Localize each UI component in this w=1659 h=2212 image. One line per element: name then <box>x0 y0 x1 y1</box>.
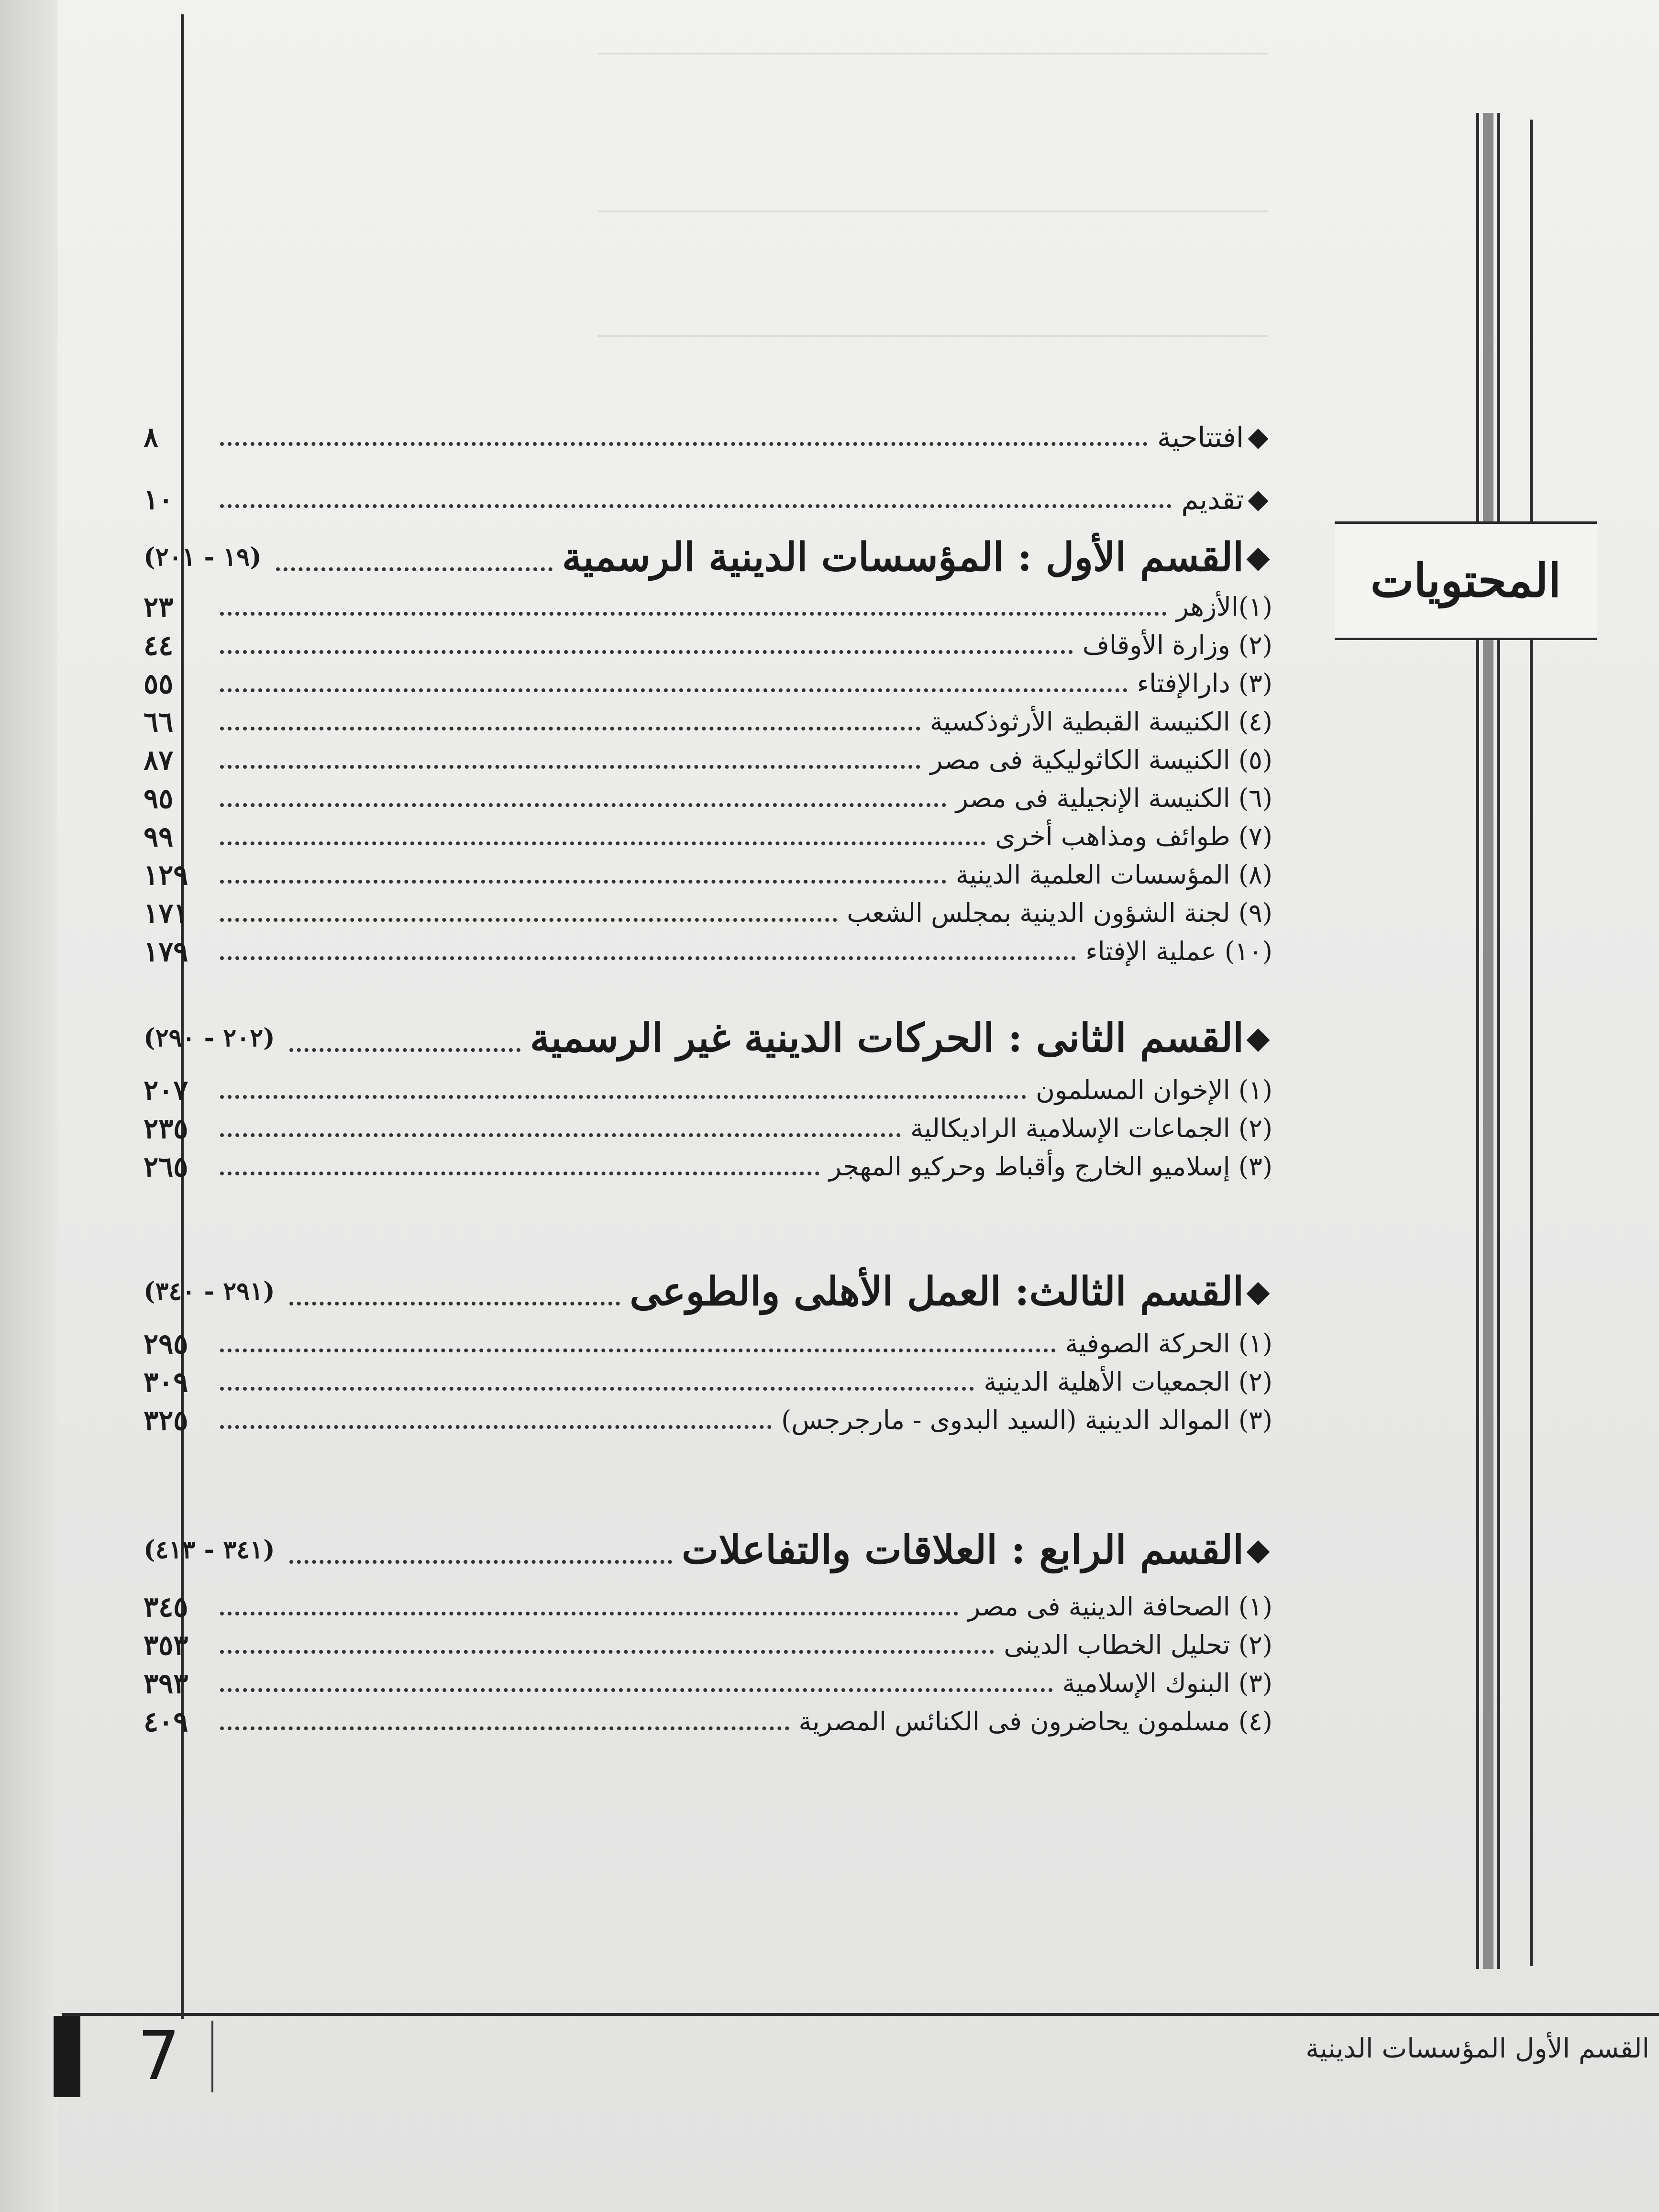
toc-entry-label: (١)الأزهر <box>1176 592 1272 622</box>
toc-item-row <box>144 1146 1277 1188</box>
toc-item-row <box>144 816 1277 858</box>
toc-entry-label: (٢) الجماعات الإسلامية الراديكالية <box>910 1113 1272 1143</box>
toc-entry-label: (٥) الكنيسة الكاثوليكية فى مصر <box>930 745 1272 775</box>
toc-entry-label: (٤) مسلمون يحاضرون فى الكنائس المصرية <box>798 1706 1272 1736</box>
toc-section-page-range: (٢٠٢ - ٢٩٠) <box>144 1023 275 1052</box>
dot-leader <box>220 1726 789 1730</box>
toc-entry-page: ٣٤٥ <box>144 1591 188 1623</box>
toc-item-row <box>144 739 1277 781</box>
toc-entry-label: (٧) طوائف ومذاهب أخرى <box>995 821 1272 852</box>
toc-entry-label: (٣) الموالد الدينية (السيد البدوى - مارجرجس) <box>781 1405 1272 1435</box>
toc-item-row <box>144 1069 1277 1111</box>
dot-leader <box>220 1425 772 1429</box>
toc-entry-page: ١٠ <box>144 483 174 516</box>
toc-item-row <box>144 854 1277 896</box>
dot-leader <box>220 918 837 922</box>
running-head: القسم الأول المؤسسات الدينية <box>1305 2033 1649 2064</box>
toc-entry-label: (٣) إسلاميو الخارج وأقباط وحركيو المهجر <box>829 1151 1272 1182</box>
dot-leader <box>220 1387 974 1391</box>
toc-entry-page: ٣٠٩ <box>144 1366 188 1398</box>
dot-leader <box>276 567 553 571</box>
toc-entry-page: ٤٤ <box>144 629 174 662</box>
toc-entry-page: ٢٣٥ <box>144 1112 188 1145</box>
bleed-through-text <box>598 48 1268 344</box>
toc-item-row <box>144 892 1277 934</box>
dot-leader <box>220 1172 819 1175</box>
toc-item-row <box>144 586 1277 628</box>
toc-top-row <box>144 416 1272 458</box>
toc-item-row <box>144 701 1277 743</box>
toc-entry-label: (١) الحركة الصوفية <box>1065 1328 1272 1359</box>
toc-entry-page: ٤٠٩ <box>144 1705 188 1738</box>
toc-entry-label: القسم الثالث: العمل الأهلى والطوعى <box>630 1269 1244 1315</box>
page-tab-bar <box>54 2016 80 2097</box>
toc-entry-label: (٨) المؤسسات العلمية الدينية <box>955 860 1272 890</box>
toc-entry-label: (٣) البنوك الإسلامية <box>1062 1668 1272 1698</box>
toc-section-row <box>144 531 1272 584</box>
toc-entry-page: ١٢٩ <box>144 859 188 891</box>
toc-entry-page: ٩٩ <box>144 820 174 853</box>
toc-item-row <box>144 624 1277 666</box>
dot-leader <box>220 1133 901 1137</box>
toc-entry-label: تقديم <box>1181 483 1244 516</box>
toc-entry-page: ٢٦٥ <box>144 1150 188 1183</box>
toc-item-row <box>144 1361 1277 1403</box>
toc-section-page-range: (٢٩١ - ٣٤٠) <box>144 1277 275 1306</box>
toc-top-row <box>144 478 1272 520</box>
dot-leader <box>220 1650 994 1654</box>
diamond-bullet-icon: ◆ <box>1246 1274 1270 1309</box>
toc-item-row <box>144 777 1277 819</box>
toc-entry-label: (١) الصحافة الدينية فى مصر <box>968 1592 1272 1622</box>
toc-entry-page: ٩٥ <box>144 782 174 815</box>
toc-item-row <box>144 1107 1277 1150</box>
toc-entry-label: (٢) تحليل الخطاب الدينى <box>1004 1630 1272 1660</box>
toc-item-row <box>144 930 1277 973</box>
frame-bottom-rule <box>62 2013 1659 2016</box>
toc-entry-label: القسم الثانى : الحركات الدينية غير الرسمية <box>530 1015 1244 1061</box>
toc-entry-page: ٦٦ <box>144 706 174 738</box>
diamond-bullet-icon: ◆ <box>1246 540 1270 575</box>
dot-leader <box>220 650 1073 654</box>
dot-leader <box>220 880 946 884</box>
toc-section-page-range: (٣٤١ - ٤١٣) <box>144 1535 275 1564</box>
toc-entry-label: القسم الأول : المؤسسات الدينية الرسمية <box>562 534 1244 580</box>
margin-rule-outer <box>1530 120 1533 1966</box>
toc-item-row <box>144 1701 1277 1743</box>
page-number-tab <box>54 2016 221 2097</box>
toc-entry-label: (٩) لجنة الشؤون الدينية بمجلس الشعب <box>847 898 1272 928</box>
toc-entry-label: (٢) وزارة الأوقاف <box>1082 630 1272 660</box>
toc-section-page-range: (١٩ - ٢٠١) <box>144 542 262 572</box>
toc-item-row <box>144 1586 1277 1628</box>
toc-entry-label: القسم الرابع : العلاقات والتفاعلات <box>682 1527 1244 1573</box>
toc-entry-page: ١٧٩ <box>144 935 188 968</box>
dot-leader <box>220 956 1076 960</box>
dot-leader <box>220 841 985 845</box>
toc-entry-page: ٨ <box>144 421 159 453</box>
toc-entry-label: (١٠) عملية الإفتاء <box>1085 936 1272 966</box>
margin-rule <box>1476 113 1479 1969</box>
dot-leader <box>289 1560 672 1564</box>
dot-leader <box>220 612 1167 616</box>
margin-rule-shaded <box>1483 113 1493 1969</box>
toc-entry-label: (٤) الكنيسة القبطية الأرثوذكسية <box>929 707 1272 737</box>
dot-leader <box>289 1048 520 1052</box>
page-tab-separator <box>211 2021 213 2092</box>
dot-leader <box>220 765 920 769</box>
dot-leader <box>220 1688 1053 1692</box>
toc-entry-page: ٢٣ <box>144 591 174 623</box>
diamond-bullet-icon: ◆ <box>1248 484 1269 515</box>
dot-leader <box>220 1612 958 1615</box>
toc-entry-label: (٢) الجمعيات الأهلية الدينية <box>984 1367 1272 1397</box>
toc-item-row <box>144 1662 1277 1704</box>
diamond-bullet-icon: ◆ <box>1246 1532 1270 1568</box>
toc-entry-page: ٢٠٧ <box>144 1074 188 1106</box>
diamond-bullet-icon: ◆ <box>1248 421 1269 453</box>
toc-item-row <box>144 1624 1277 1666</box>
dot-leader <box>289 1302 620 1305</box>
toc-entry-page: ٥٥ <box>144 667 174 700</box>
dot-leader <box>220 803 946 807</box>
dot-leader <box>220 1095 1026 1099</box>
contents-heading-box <box>1335 521 1597 640</box>
toc-entry-label: (٣) دارالإفتاء <box>1137 668 1272 698</box>
diamond-bullet-icon: ◆ <box>1246 1020 1270 1056</box>
toc-entry-page: ٣٥٣ <box>144 1629 188 1661</box>
dot-leader <box>220 1349 1056 1352</box>
toc-section-row <box>144 1524 1272 1576</box>
contents-title: المحتويات <box>1370 553 1561 608</box>
toc-entry-page: ١٧١ <box>144 897 188 929</box>
page-edge <box>0 0 57 2212</box>
toc-entry-page: ٨٧ <box>144 744 174 776</box>
dot-leader <box>220 442 1148 446</box>
toc-item-row <box>144 663 1277 705</box>
toc-section-row <box>144 1265 1272 1318</box>
dot-leader <box>220 688 1128 692</box>
toc-entry-label: افتتاحية <box>1157 421 1244 453</box>
toc-entry-label: (٦) الكنيسة الإنجيلية فى مصر <box>955 783 1272 813</box>
page-number: 7 <box>137 2017 180 2095</box>
toc-entry-label: (١) الإخوان المسلمون <box>1036 1075 1272 1105</box>
toc-entry-page: ٣٩٣ <box>144 1667 188 1700</box>
toc-entry-page: ٢٩٥ <box>144 1327 188 1360</box>
toc-item-row <box>144 1323 1277 1365</box>
dot-leader <box>220 727 920 730</box>
toc-section-row <box>144 1012 1272 1064</box>
toc-item-row <box>144 1399 1277 1441</box>
toc-entry-page: ٣٢٥ <box>144 1404 188 1437</box>
margin-rule <box>1497 113 1500 1969</box>
dot-leader <box>220 504 1172 508</box>
